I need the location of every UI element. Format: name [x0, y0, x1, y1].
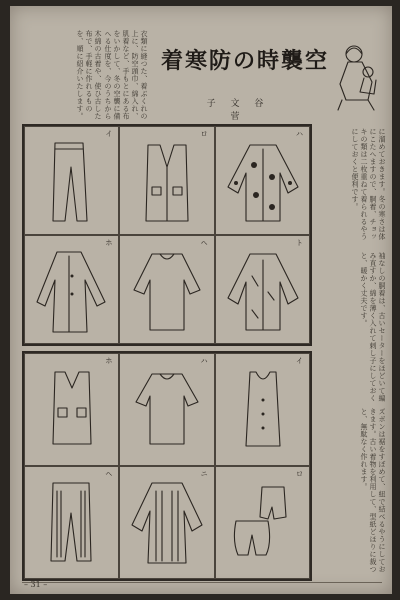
figure-cell-cardigan: [215, 235, 310, 344]
figure-label: ロ: [296, 470, 303, 478]
pocket-vest-icon: [31, 364, 113, 454]
right-text-column-bottom: ズボンは裾をすぼめて、紐で結べるやうにしておきます。古い着物を利用して、型紙どほりに裁つと、無駄なく作れます。: [360, 408, 386, 573]
figure-cell-vest: [119, 126, 214, 235]
figure-cell-shirt: [119, 235, 214, 344]
right-text-column-mid: 袖なしの胴着は、古いセーターをほどいて編み直すか、綿を薄く入れて刺し子にしておくと、暖かく丈夫です。: [360, 252, 386, 402]
vest-icon: [126, 137, 208, 227]
cardigan-icon: [222, 246, 304, 336]
intro-text-column: 衣類に縫つた、着ぶくれの上に、防空頭巾、綿入れ、肌着など、手もとにある布をいかして、冬の空襲に備へる仕度を、今のうちから: [104, 30, 148, 120]
footer-rule: [22, 582, 382, 583]
figure-cell-long-coat: [24, 235, 119, 344]
figure-cell-blouse: [119, 353, 214, 466]
figure-label: ニ: [200, 470, 208, 478]
figure-cell-quilted-coat: [119, 466, 214, 579]
figure-cell-striped-trousers: [24, 466, 119, 579]
figure-cell-sleeveless-vest: [24, 353, 119, 466]
figure-label: ハ: [296, 130, 303, 138]
striped-trousers-icon: [31, 477, 113, 567]
figure-label: ヘ: [200, 239, 208, 247]
long-coat-icon: [31, 246, 113, 336]
quilted-coat-icon: [126, 477, 208, 567]
figure-label: ホ: [105, 357, 113, 365]
figure-grid-bottom: [22, 351, 312, 581]
article-author: 子 文 谷 菅: [206, 99, 270, 122]
right-text-column-top: に溜めておきます。冬の寒さは体にこたへますので、胴着、チョッキの類は二枚重ねて着られるやうにしておくと便利です。: [351, 128, 386, 241]
shirt-icon: [126, 246, 208, 336]
trousers-icon: [31, 137, 113, 227]
figure-cell-trousers: [24, 126, 119, 235]
figure-cell-tank-vest: [215, 353, 310, 466]
figure-label: ホ: [105, 239, 113, 247]
figure-label: イ: [296, 357, 303, 365]
figure-cell-bloomers: [215, 466, 310, 579]
page-number: – 31 –: [24, 580, 48, 589]
figure-cell-padded-jacket: [215, 126, 310, 235]
patterned-jacket-icon: [222, 137, 304, 227]
figure-label: ヘ: [105, 470, 113, 478]
intro-text-column-2: 木綿の古着や、使ひ古した布で、手軽に作れるものを、順に紹介いたします。: [76, 30, 102, 120]
article-title: 着寒防の時襲空: [160, 48, 329, 74]
tank-vest-icon: [222, 364, 304, 454]
bloomers-icon: [222, 477, 304, 567]
mother-child-illustration-icon: [328, 40, 388, 112]
figure-label: ハ: [200, 357, 208, 365]
blouse-icon: [126, 364, 208, 454]
magazine-page: [10, 6, 392, 594]
figure-label: ロ: [200, 130, 208, 138]
figure-label: イ: [105, 130, 113, 138]
figure-label: ト: [296, 239, 303, 247]
figure-grid-top: [22, 124, 312, 346]
